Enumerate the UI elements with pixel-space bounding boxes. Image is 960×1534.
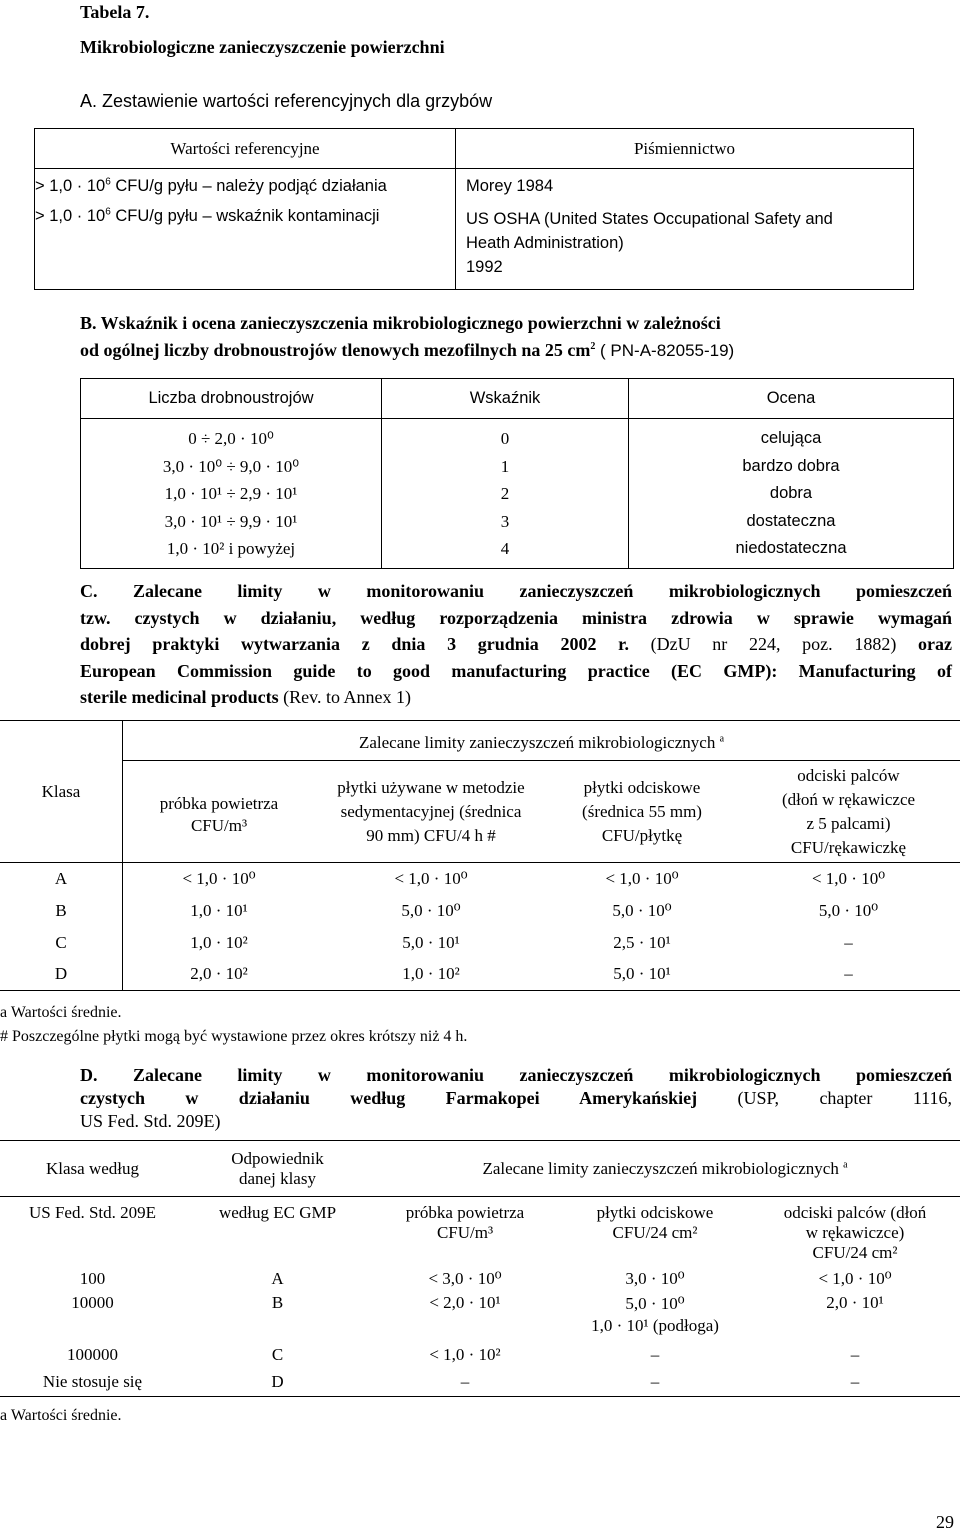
col-header-equivalent: Odpowiednik danej klasy: [231, 1148, 324, 1188]
col-header-air: próbka powietrza CFU/m³: [405, 1203, 525, 1242]
table-cell: 2: [500, 484, 510, 503]
table-number: Tabela 7.: [80, 2, 150, 22]
col-header-reference: Wartości referencyjne: [35, 129, 456, 169]
index-column: [382, 419, 629, 569]
col-header-glove: odciski palców (dłoń w rękawiczce) CFU/24 cm²: [783, 1203, 927, 1262]
col-header-class: Klasa: [0, 721, 123, 863]
table-cell: 0 ÷ 2,0 · 10⁰: [188, 429, 274, 448]
table-cell: 4: [500, 539, 510, 558]
reference-cell: [35, 169, 456, 290]
table-cell: 1,0 · 10² i powyżej: [166, 539, 296, 558]
table-cell: niedostateczna: [735, 539, 847, 557]
col-header-air: próbka powietrza CFU/m³: [159, 793, 279, 835]
reference-value-row: > $1,0 \cdot 10^6$ CFU/g pyłu – wskaźnik kontaminacji: [35, 206, 380, 225]
table-row: A < 1,0 · 10⁰ < 1,0 · 10⁰ < 1,0 · 10⁰ < 1,0 · 10⁰: [0, 863, 960, 895]
table-cell: dobra: [769, 484, 813, 502]
col-header-usp-class-2: US Fed. Std. 209E: [28, 1203, 157, 1222]
table-cell: 3,0 · 10¹ ÷ 9,9 · 10¹: [164, 511, 298, 531]
table-cell: dostateczna: [746, 511, 836, 530]
page-title: Mikrobiologiczne zanieczyszczenie powierzchni: [80, 37, 445, 57]
page-number: 29: [936, 1512, 954, 1532]
literature-entry: US OSHA (United States Occupational Safety and Heath Administration) 1992: [466, 210, 833, 276]
literature-entry: Morey 1984: [466, 177, 554, 195]
section-a-title: A. Zestawienie wartości referencyjnych dla grzybów: [80, 91, 493, 111]
literature-cell: [456, 169, 914, 290]
section-d-title: D. Zalecane limity w monitorowaniu zanieczyszczeń mikrobiologicznych pomieszczeń czystych w działaniu według Farmakopei Amerykańskiej (USP, chapter 1116, US Fed. Std. 209E): [80, 1065, 952, 1131]
table-row: 100 A < 3,0 · 10⁰ 3,0 · 10⁰ < 1,0 · 10⁰: [79, 1268, 892, 1288]
table-row: B 1,0 · 10¹ 5,0 · 10⁰ 5,0 · 10⁰ 5,0 · 10⁰: [0, 895, 960, 927]
table-cell: 0: [500, 429, 510, 448]
section-b-title-line-1: B. Wskaźnik i ocena zanieczyszczenia mikrobiologicznego powierzchni w zależności: [80, 313, 721, 333]
col-header-settle: płytki używane w metodzie sedymentacyjnej (średnica 90 mm) CFU/4 h #: [337, 777, 525, 845]
usp-limits-table: [0, 1140, 960, 1397]
table-row: C 1,0 · 10² 5,0 · 10¹ 2,5 · 10¹ –: [0, 927, 960, 959]
surface-contamination-table: [80, 378, 954, 569]
table-cell: 1,0 · 10¹ ÷ 2,9 · 10¹: [164, 484, 298, 503]
col-header-index: Wskaźnik: [382, 379, 629, 419]
reference-value-row: > $1,0 \cdot 10^6$ CFU/g pyłu – należy podjąć działania: [35, 176, 387, 195]
col-header-usp-class: Klasa według: [45, 1158, 139, 1178]
footnote-a: a Wartości średnie.: [0, 1004, 122, 1021]
col-header-contact: płytki odciskowe (średnica 55 mm) CFU/płytkę: [582, 777, 702, 845]
table-cell: celująca: [760, 429, 822, 447]
table-cell: bardzo dobra: [742, 456, 840, 475]
reference-values-table: [34, 128, 914, 290]
table-row: Nie stosuje się D – – –: [42, 1372, 860, 1392]
col-header-rating: Ocena: [766, 389, 816, 407]
col-group-header: Zalecane limity zanieczyszczeń mikrobiologicznych $^a$: [123, 721, 960, 761]
section-c-title: C. Zalecane limity w monitorowaniu zanieczyszczeń mikrobiologicznych pomieszczeń tzw. czystych w działaniu, według rozporządzenia ministra zdrowia w sprawie wymagań dobrej praktyki wytwarzania z dnia 3 grudnia 2002 r. (DzU nr 224, poz. 1882) oraz European Commission guide to good manufacturing practice (EC GMP): Manufacturing of sterile medicinal products (Rev. to Annex 1): [80, 581, 953, 707]
section-b-title-line-2: od ogólnej liczby drobnoustrojów tlenowych mezofilnych na 25 $cm^2$ ( PN-A-82055-19): [80, 340, 735, 360]
table-cell: 1: [500, 456, 510, 476]
table-row: 100000 C < 1,0 · 10² – –: [67, 1344, 860, 1364]
col-header-literature: Piśmiennictwo: [633, 138, 736, 158]
table-row: D 2,0 · 10² 1,0 · 10² 5,0 · 10¹ –: [0, 959, 960, 991]
table-row: 10000 B < 2,0 · 10¹ 5,0 · 10⁰ 1,0 · 10¹ (podłoga) 2,0 · 10¹: [71, 1292, 884, 1335]
footnote-hash: # Poszczególne płytki mogą być wystawione przez okres krótszy niż 4 h.: [0, 1028, 468, 1045]
table-cell: 3: [500, 511, 510, 531]
col-header-glove: odciski palców (dłoń w rękawiczce z 5 palcami) CFU/rękawiczkę: [781, 765, 916, 857]
col-header-equivalent-2: według EC GMP: [218, 1203, 337, 1222]
table-cell: 3,0 · 10⁰ ÷ 9,0 · 10⁰: [162, 456, 300, 476]
rating-column: [629, 419, 954, 569]
footnote-a-2: a Wartości średnie.: [0, 1407, 122, 1424]
col-group-header: Zalecane limity zanieczyszczeń mikrobiologicznych $^a$: [482, 1158, 848, 1178]
col-header-contact: płytki odciskowe CFU/24 cm²: [596, 1203, 714, 1242]
gmp-limits-table: [0, 720, 960, 991]
col-header-count: Liczba drobnoustrojów: [81, 379, 382, 419]
count-column: [81, 419, 382, 569]
